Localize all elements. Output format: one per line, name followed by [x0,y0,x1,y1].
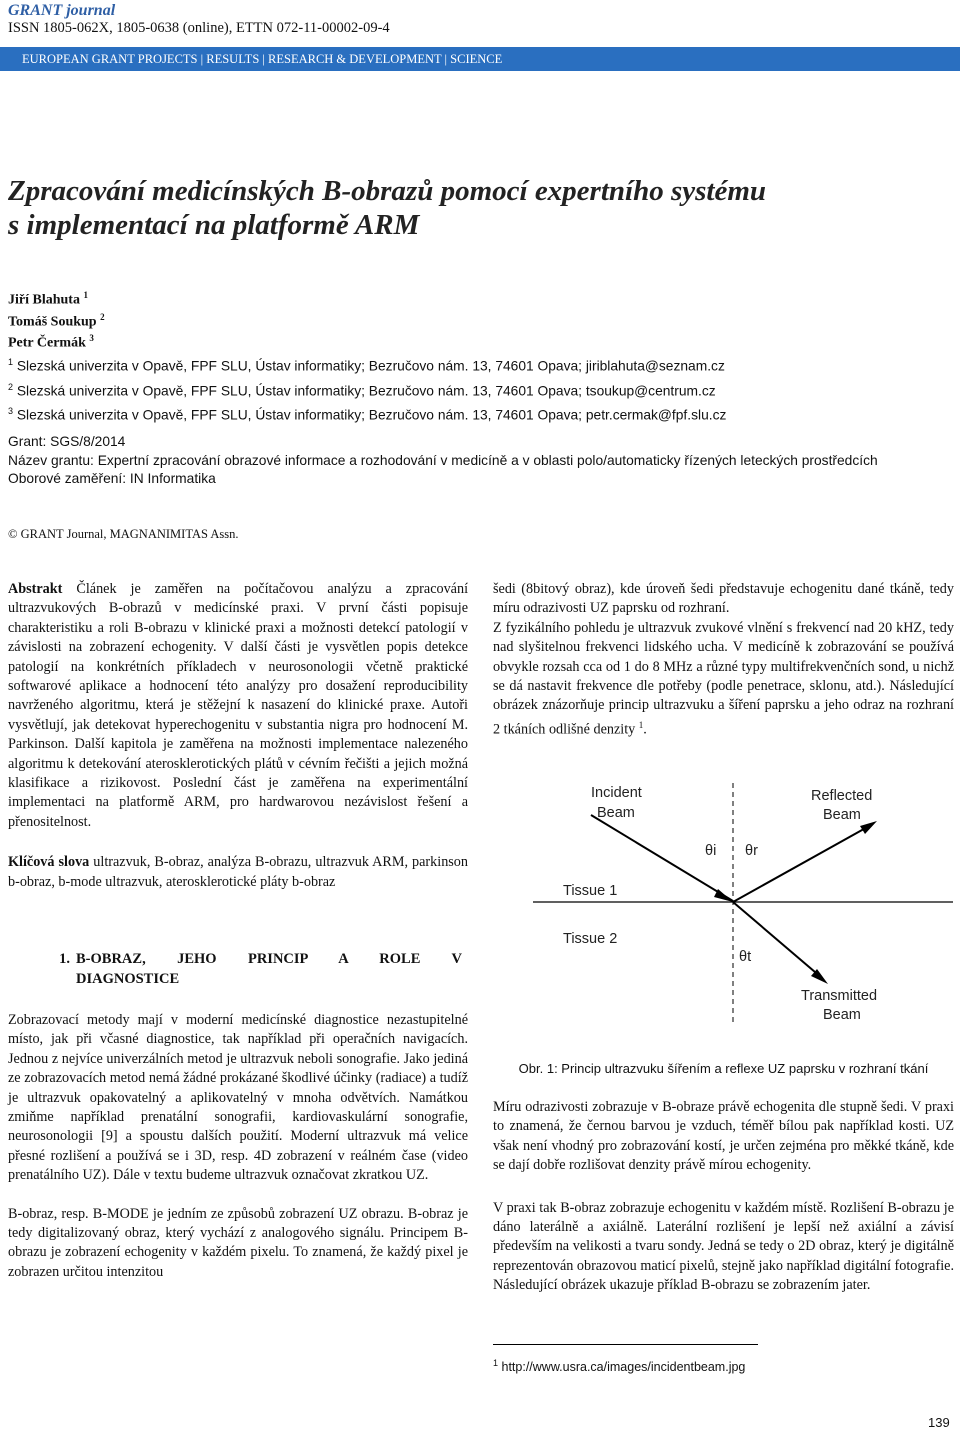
section-heading [8,950,468,989]
grant-info [8,433,952,489]
transmitted-label-2: Beam [823,1007,861,1023]
transmitted-beam-line [733,902,822,978]
affiliation-mark: 2 [8,381,14,392]
keywords-label: Klíčová slova [8,854,90,871]
article-title [8,174,948,242]
section-paragraph: Zobrazovací metody mají v moderní medicínské diagnostice nezastupitelné místo, jak při včasné diagnostice, tak například při operačních navigacích. Jednou z nejvíce univerzálních metod je ultrazvuk neboli sonografie. Jako jediná ze zobrazovacích metod nemá žádné prokázané škodlivé účinky (radiace) a tudíž je ultrazvuk opakovatelný a aplikovatelný v mnoha odvětvích. Namátkou zmiňme například prenatální sonografii, kardiovaskulární sonografie, neurosonologii [9] a spoustu dalších použití. Moderní ultrazvuk má velice přesné rozlišení a používá se i 3D, resp. 4D zobrazení v reálném čase (video prenatálního UZ). Dále v textu budeme ultrazvuk označovat zkratkou UZ. [8,1011,468,1184]
tissue1-label: Tissue 1 [563,883,618,899]
left-column [8,580,468,1282]
incident-label-2: Beam [597,805,635,821]
affiliation [8,352,726,377]
section-number: 1. [59,951,70,968]
paragraph: šedi (8bitový obraz), kde úroveň šedi představuje echogenitu dané tkáně, tedy míru odrazivosti UZ paprsku od rozhraní. [493,581,954,617]
journal-name: GRANT journal [8,2,116,19]
reflected-label-2: Beam [823,807,861,823]
ultrasound-reflection-figure [533,773,953,1038]
paragraph-end: . [643,721,647,738]
tissue2-label: Tissue 2 [563,931,618,947]
grant-number: Grant: SGS/8/2014 [8,434,126,449]
paragraph: Míru odrazivosti zobrazuje v B-obraze právě echogenita dle stupně šedi. V praxi to znamená, že černou barvou je vzduch, téměř bílou pak například kosti. UZ však není vhodný pro zobrazování kostí, je určen zejména pro měkké tkáně, kde se dají dobře rozlišovat denzity právě mírou echogenity. [493,1099,954,1174]
author [8,287,105,309]
author-mark: 2 [100,311,105,322]
footnote [493,1358,745,1374]
right-column-bottom [493,1098,954,1296]
affiliation-mark: 1 [8,357,14,367]
copyright: © GRANT Journal, MAGNANIMITAS Assn. [8,527,239,541]
affiliation [8,401,726,426]
section-heading-line-1: B-OBRAZ, JEHO PRINCIP A ROLE V [76,951,462,968]
paragraph [493,619,954,740]
footnote-url: http://www.usra.ca/images/incidentbeam.jpg [501,1360,746,1375]
reflected-arrowhead [860,821,877,834]
paragraph-text: Z fyzikálního pohledu je ultrazvuk zvukové vlnění s frekvencí nad 20 kHZ, tedy nad slyšitelnou frekvenci lidského ucha. V medicíně k zobrazování se používá obvykle rozsah cca od 1 do 8 MHz a různé typy multifrekvenčních sond, u nichž se dá nastavit frekvence dle potřeby (podle penetrace, sklonu, atd.). Následující obrázek znázorňuje princip ultrazvuku a šíření paprsku a jeho odraz na rozhraní 2 tkáních odlišné denzity [493,619,954,738]
reflected-beam-line [733,825,871,902]
journal-issn: ISSN 1805-062X, 1805-0638 (online), ETTN 072-11-00002-09-4 [8,20,390,36]
abstract-text: Článek je zaměřen na počítačovou analýzu a zpracování ultrazvukových B-obrazů v medicínské praxi. V první části popisuje charakteristiku a roli B-obrazu v klinické praxi a možnosti detekcí patologií v závislosti na zobrazení echogenity. V další části je vysvětlen popis detekce patologií na konkrétních příkladech v neurosonologii včetně praktické softwarové aplikace a hodnocení této analýzy pro dosažení reproducibility navrženého algoritmu, která je stěžejní k nasazení do klinické praxe. Autoři vysvětlují, jak detekovat hyperechogenitu v substantia nigra pro hodnocení M. Parkinson. Další kapitola je zaměřena na možnosti implementace nalezeného algoritmu k detekování aterosklerotických plátů v cévním řečišti a jejich možná klasifikace a rizikovost. Poslední část je zaměřena na experimentální implementaci na platformě ARM, pro hardwarovou nezávislost řešení a přenositelnost. [8,581,469,830]
page-number: 139 [928,1415,950,1430]
affiliation-text: Slezská univerzita v Opavě, FPF SLU, Ústav informatiky; Bezručovo nám. 13, 74601 Opava; petr.cermak@fpf.slu.cz [16,407,727,423]
author [8,330,105,352]
author-list [8,287,105,352]
section-heading-line-2: DIAGNOSTICE [76,970,180,987]
incident-label-1: Incident [591,785,642,801]
header-banner: EUROPEAN GRANT PROJECTS | RESULTS | RESEARCH & DEVELOPMENT | SCIENCE [0,47,960,71]
author-name: Tomáš Soukup [8,314,97,330]
keywords-text: ultrazvuk, B-obraz, analýza B-obrazu, ultrazvuk ARM, parkinson b-obraz, b-mode ultrazvuk, aterosklerotické pláty b-obraz [8,854,468,890]
paragraph: V praxi tak B-obraz zobrazuje echogenitu v každém místě. Rozlišení B-obrazu je dáno laterálně a axiálně. Laterální rozlišení je lepší než axiální a závisí především na velikosti a tvaru sondy. Jedná se tedy o 2D obraz, který je digitálně reprezentován obrazovou maticí pixelů, stejně jako například digitální fotografie. Následující obrázek ukazuje příklad B-obrazu se zobrazením jater. [493,1199,954,1294]
theta-r-label: θr [745,843,758,859]
transmitted-label-1: Transmitted [801,988,878,1004]
footnote-ref: 1 [638,719,644,730]
footnote-mark: 1 [493,1358,499,1368]
affiliation-mark: 3 [8,406,14,417]
figure-caption: Obr. 1: Princip ultrazvuku šířením a reflexe UZ paprsku v rozhraní tkání [518,1061,929,1076]
grant-field: Oborové zaměření: IN Informatika [8,471,216,486]
abstract [8,580,468,832]
affiliation [8,377,726,402]
right-column-top [493,580,954,740]
author-name: Petr Čermák [8,335,86,351]
affiliations [8,352,726,426]
author [8,309,105,331]
author-name: Jiří Blahuta [8,292,80,308]
theta-t-label: θt [739,949,752,965]
theta-i-label: θi [705,843,717,859]
keywords [8,853,468,892]
grant-name: Název grantu: Expertní zpracování obrazové informace a rozhodování v medicíně a v oblasti polo/automaticky řízených leteckých prostředcích [8,452,878,468]
affiliation-text: Slezská univerzita v Opavě, FPF SLU, Ústav informatiky; Bezručovo nám. 13, 74601 Opava; jiriblahuta@seznam.cz [16,358,725,374]
reflected-label-1: Reflected [811,788,873,804]
abstract-label: Abstrakt [8,581,63,597]
title-line-2: s implementací na platformě ARM [8,209,420,241]
title-line-1: Zpracování medicínských B-obrazů pomocí expertního systému [8,175,767,207]
author-mark: 1 [83,290,88,300]
affiliation-text: Slezská univerzita v Opavě, FPF SLU, Ústav informatiky; Bezručovo nám. 13, 74601 Opava; tsoukup@centrum.cz [16,383,716,399]
footnote-divider [493,1344,758,1345]
section-paragraph: B-obraz, resp. B-MODE je jedním ze způsobů zobrazení UZ obrazu. B-obraz je tedy digitalizovaný obraz, který vychází z analogového signálu. Principem B-obrazu je zobrazení echogenity v každém pixelu. To znamená, že každý pixel je zobrazen určitou intenzitou [8,1205,468,1280]
author-mark: 3 [89,333,94,344]
